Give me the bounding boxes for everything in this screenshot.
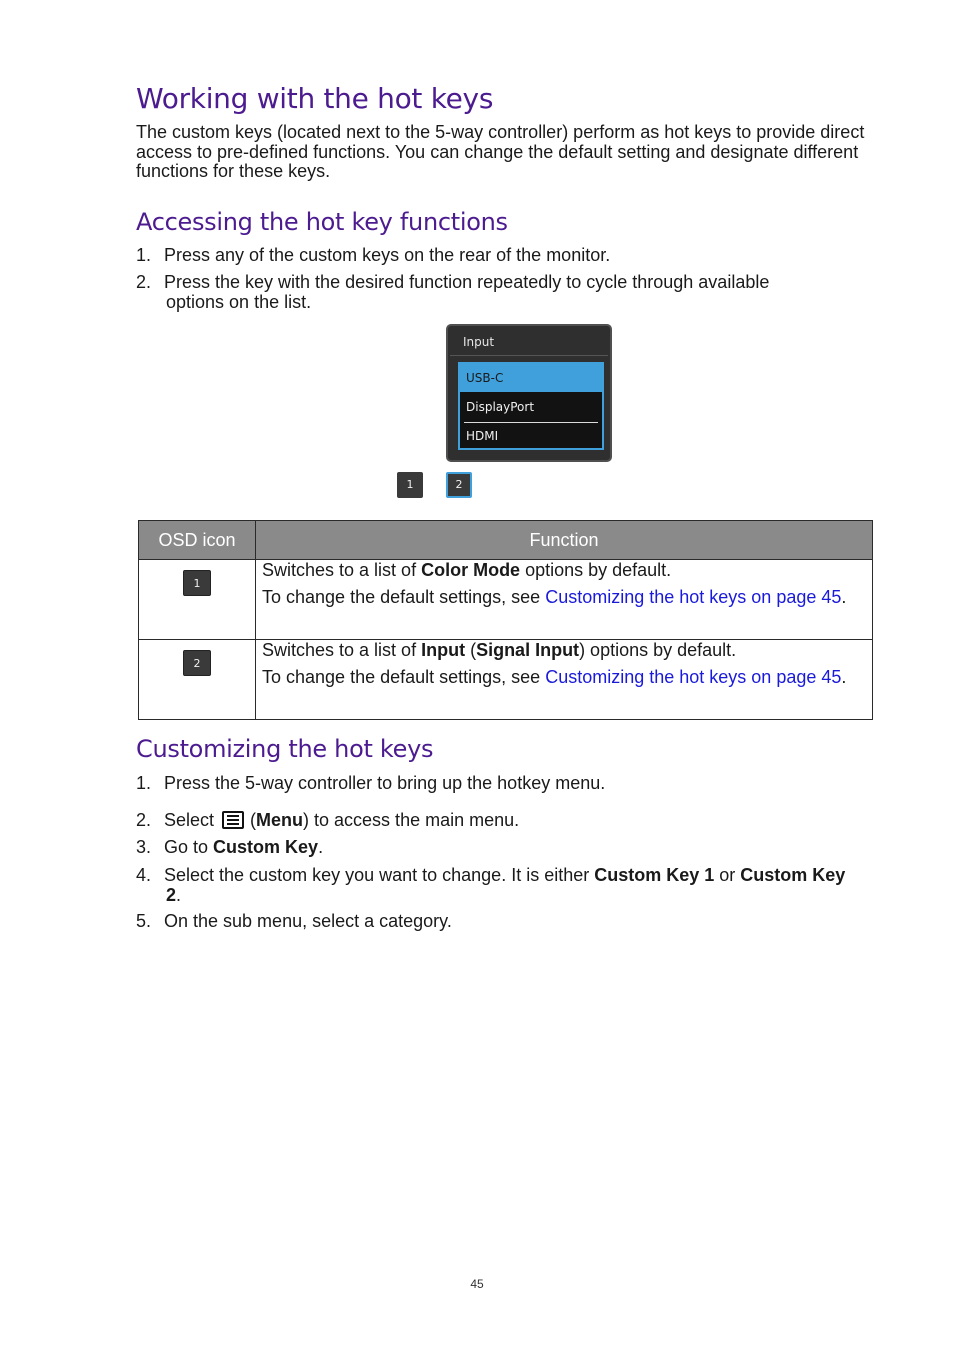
step-text: On the sub menu, select a category. [164,911,452,931]
step-text-segment: or [714,865,741,885]
change-settings-note [262,588,864,608]
customizing-step-2 [136,811,876,831]
osd-option-hdmi: HDMI [466,429,499,443]
description-text: ( [465,640,477,660]
note-text: . [841,586,847,607]
function-cell [256,560,873,640]
description-text: options by default. [520,560,672,580]
step-number: 2. [136,810,152,830]
step-text-segment: Select the custom key you want to change. It is either [164,865,595,885]
step-number: 3. [136,837,152,857]
osd-option-list [458,362,604,450]
function-description [262,641,864,661]
customizing-step-3 [136,838,876,858]
custom-key-2-icon: 2 [183,650,211,676]
page-number: 45 [470,1277,484,1291]
note-text: To change the default settings, see [262,666,546,687]
osd-input-menu-illustration [446,324,612,462]
step-number: 1. [136,773,152,793]
page-title: Working with the hot keys [136,82,494,115]
step-number: 2. [136,272,152,292]
description-bold: Signal Input [476,640,580,660]
step-number: 1. [136,245,152,265]
step-text: Press the 5-way controller to bring up the hotkey menu. [164,773,606,793]
note-text: . [841,666,847,687]
osd-icon-cell [139,560,256,640]
osd-icon-cell [139,640,256,720]
intro-paragraph: The custom keys (located next to the 5-way controller) perform as hot keys to provide direct access to pre-defined functions. You can change the default setting and designate different functions for these keys. [136,122,865,181]
step-bold: Menu [256,810,304,830]
accessing-step-1 [136,246,876,266]
step-text-continuation [136,886,876,906]
step-bold: Custom Key [213,837,319,857]
step-text-line-1: Press the key with the desired function repeatedly to cycle through available [164,272,770,292]
osd-option-usb-c: USB-C [460,364,602,392]
customizing-step-1 [136,774,876,794]
step-text-segment: ) to access the main menu. [303,810,520,830]
step-text [136,811,876,831]
step-number: 5. [136,911,152,931]
customizing-hot-keys-link[interactable]: Customizing the hot keys on page 45 [545,586,842,607]
column-header-osd-icon: OSD icon [139,521,256,560]
step-text-segment: Go to [164,837,214,857]
description-text: Switches to a list of [262,560,422,580]
description-bold: Color Mode [421,560,521,580]
step-text-segment: ( [250,810,257,830]
step-bold: Custom Key 1 [594,865,715,885]
function-cell [256,640,873,720]
step-text-segment: . [318,837,324,857]
custom-key-2-icon: 2 [446,472,472,498]
custom-key-1-icon: 1 [397,472,423,498]
change-settings-note [262,668,864,688]
section-heading-accessing: Accessing the hot key functions [136,208,508,236]
osd-title-divider [450,355,608,356]
step-text-segment: Select [164,810,215,830]
osd-menu-title: Input [463,335,495,349]
step-number: 4. [136,865,152,885]
description-bold: Input [421,640,466,660]
function-description [262,561,864,581]
step-text-segment: . [176,884,182,905]
table-row [139,640,873,720]
custom-key-1-icon: 1 [183,570,211,596]
table-header-row [139,521,873,560]
note-text: To change the default settings, see [262,586,546,607]
customizing-hot-keys-link[interactable]: Customizing the hot keys on page 45 [545,666,842,687]
section-heading-customizing: Customizing the hot keys [136,735,434,763]
accessing-step-2 [136,273,876,312]
step-bold: 2 [166,884,177,905]
customizing-step-4 [136,866,876,905]
description-text: ) options by default. [579,640,737,660]
osd-option-displayport: DisplayPort [466,400,535,414]
step-text [136,866,876,886]
customizing-step-5 [136,912,876,932]
step-bold: Custom Key [740,865,846,885]
step-text [136,838,876,858]
menu-icon [222,811,244,829]
hot-key-function-table [138,520,873,720]
step-text-line-2: options on the list. [166,291,312,312]
description-text: Switches to a list of [262,640,422,660]
column-header-function: Function [256,521,873,560]
step-text: Press any of the custom keys on the rear of the monitor. [164,245,611,265]
table-row [139,560,873,640]
